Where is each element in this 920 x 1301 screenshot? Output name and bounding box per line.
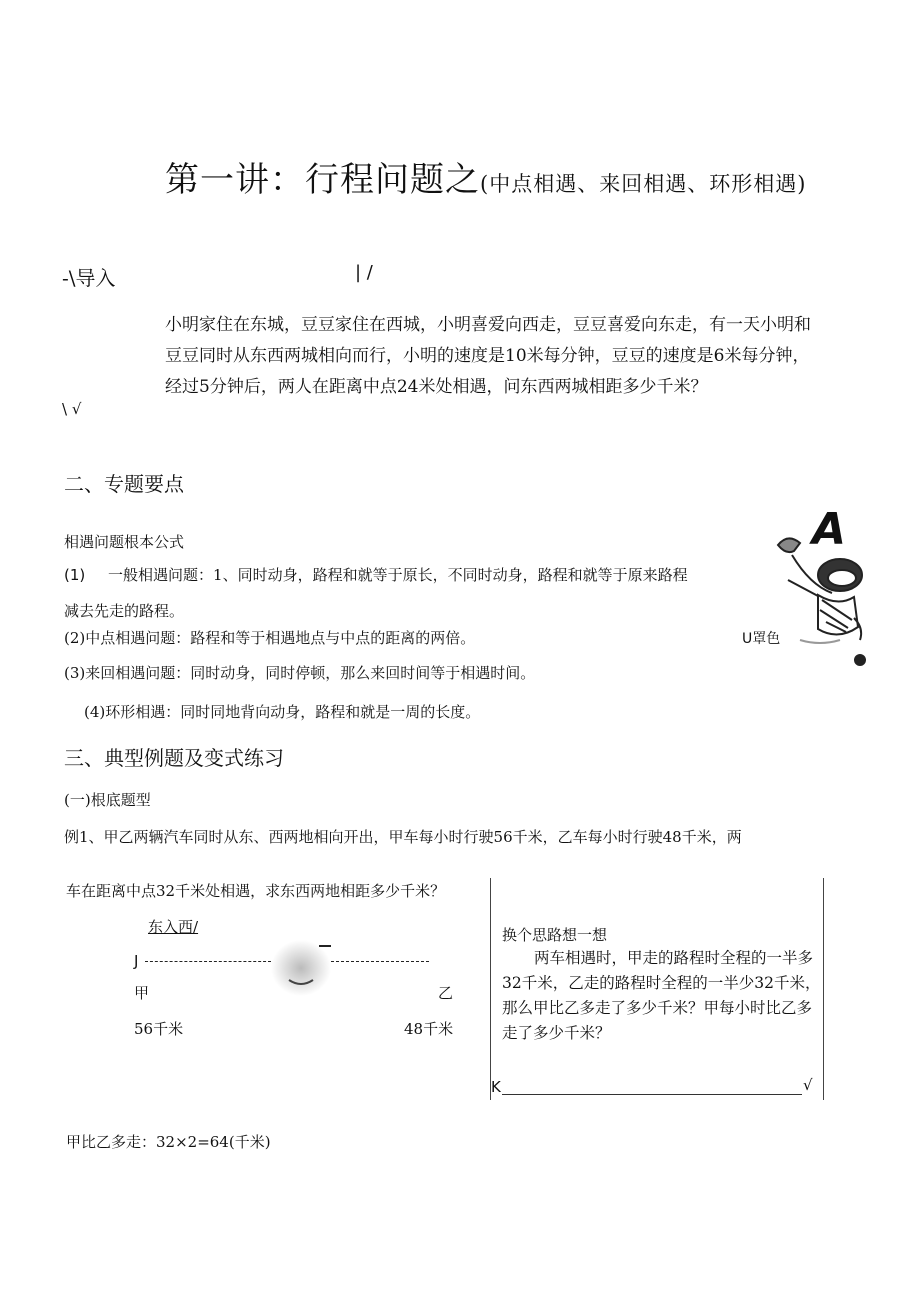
right-person-name: 乙 xyxy=(438,984,454,1002)
formula-item-2: (2)中点相遇问题：路程和等于相遇地点与中点的距离的两倍。 xyxy=(64,629,476,647)
formula-title: 相遇问题根本公式 xyxy=(64,533,185,551)
direction-label: 东入西/ xyxy=(148,918,199,936)
formula-item-4: (4)环形相遇：同时同地背向动身，路程和就是一周的长度。 xyxy=(84,703,481,721)
intro-line: 小明家住在东城，豆豆家住在西城，小明喜爱向西走，豆豆喜爱向东走，有一天小明和 xyxy=(165,315,811,335)
example-1-line-1: 例1、甲乙两辆汽车同时从东、西两地相向开出，甲车每小时行驶56千米，乙车每小时行驶48千米，两 xyxy=(64,828,742,846)
tip-text xyxy=(502,946,820,1046)
start-mark: J xyxy=(134,952,139,970)
subheading-basic: (一)根底题型 xyxy=(64,791,151,809)
item-number: (1) xyxy=(64,566,86,584)
left-person-name: 甲 xyxy=(134,984,150,1002)
tip-bottom-left-mark: K xyxy=(491,1078,501,1096)
tip-bottom-right-mark: √ xyxy=(803,1076,813,1094)
intro-line: 豆豆同时从东西两城相向而行，小明的速度是10米每分钟，豆豆的速度是6米每分钟， xyxy=(165,346,810,366)
route-line-left xyxy=(145,961,271,962)
title-main-text: 第一讲：行程问题之 xyxy=(165,160,480,200)
route-line-right xyxy=(331,961,429,962)
example-1-line-2: 车在距离中点32千米处相遇，求东西两地相距多少千米？ xyxy=(66,882,446,900)
tip-title: 换个思路想一想 xyxy=(502,926,608,944)
tip-line: 32千米，乙走的路程时全程的一半少32千米， xyxy=(502,974,821,992)
cartoon-caption: U罩色 xyxy=(742,631,781,647)
answer-line: 甲比乙多走：32×2=64(千米) xyxy=(66,1133,271,1151)
section-heading-examples: 三、典型例题及变式练习 xyxy=(64,746,284,770)
tip-bottom-rule xyxy=(502,1094,802,1095)
tip-line: 走了多少千米？ xyxy=(502,1024,611,1042)
cartoon-illustration xyxy=(770,500,870,675)
meeting-point-icon xyxy=(271,938,331,998)
item-text: 一般相遇问题：1、同时动身，路程和就等于原长，不同时动身，路程和就等于原来路程 xyxy=(108,566,688,584)
formula-item-1-continued: 减去先走的路程。 xyxy=(64,602,185,620)
section-heading-intro: -\导入 xyxy=(62,266,116,290)
right-speed: 48千米 xyxy=(404,1020,454,1038)
cartoon-letter: A xyxy=(812,504,847,555)
meeting-point-blur xyxy=(271,938,331,998)
left-speed: 56千米 xyxy=(134,1020,184,1038)
margin-mark-bottom: \ √ xyxy=(62,400,82,418)
tip-line: 两车相遇时，甲走的路程时全程的一半多 xyxy=(534,949,814,967)
formula-item-3: (3)来回相遇问题：同时动身，同时停顿，那么来回时间等于相遇时间。 xyxy=(64,664,536,682)
formula-item-1 xyxy=(64,564,688,585)
title-subtitle: (中点相遇、来回相遇、环形相遇) xyxy=(480,172,807,196)
intro-line: 经过5分钟后，两人在距离中点24米处相遇，问东西两城相距多少千米？ xyxy=(165,377,708,397)
margin-mark-top: | / xyxy=(355,262,373,283)
section-heading-key-points: 二、专题要点 xyxy=(64,472,184,496)
page-title xyxy=(165,152,806,201)
intro-paragraph xyxy=(165,310,811,403)
tip-line: 那么甲比乙多走了多少千米？甲每小时比乙多 xyxy=(502,999,813,1017)
